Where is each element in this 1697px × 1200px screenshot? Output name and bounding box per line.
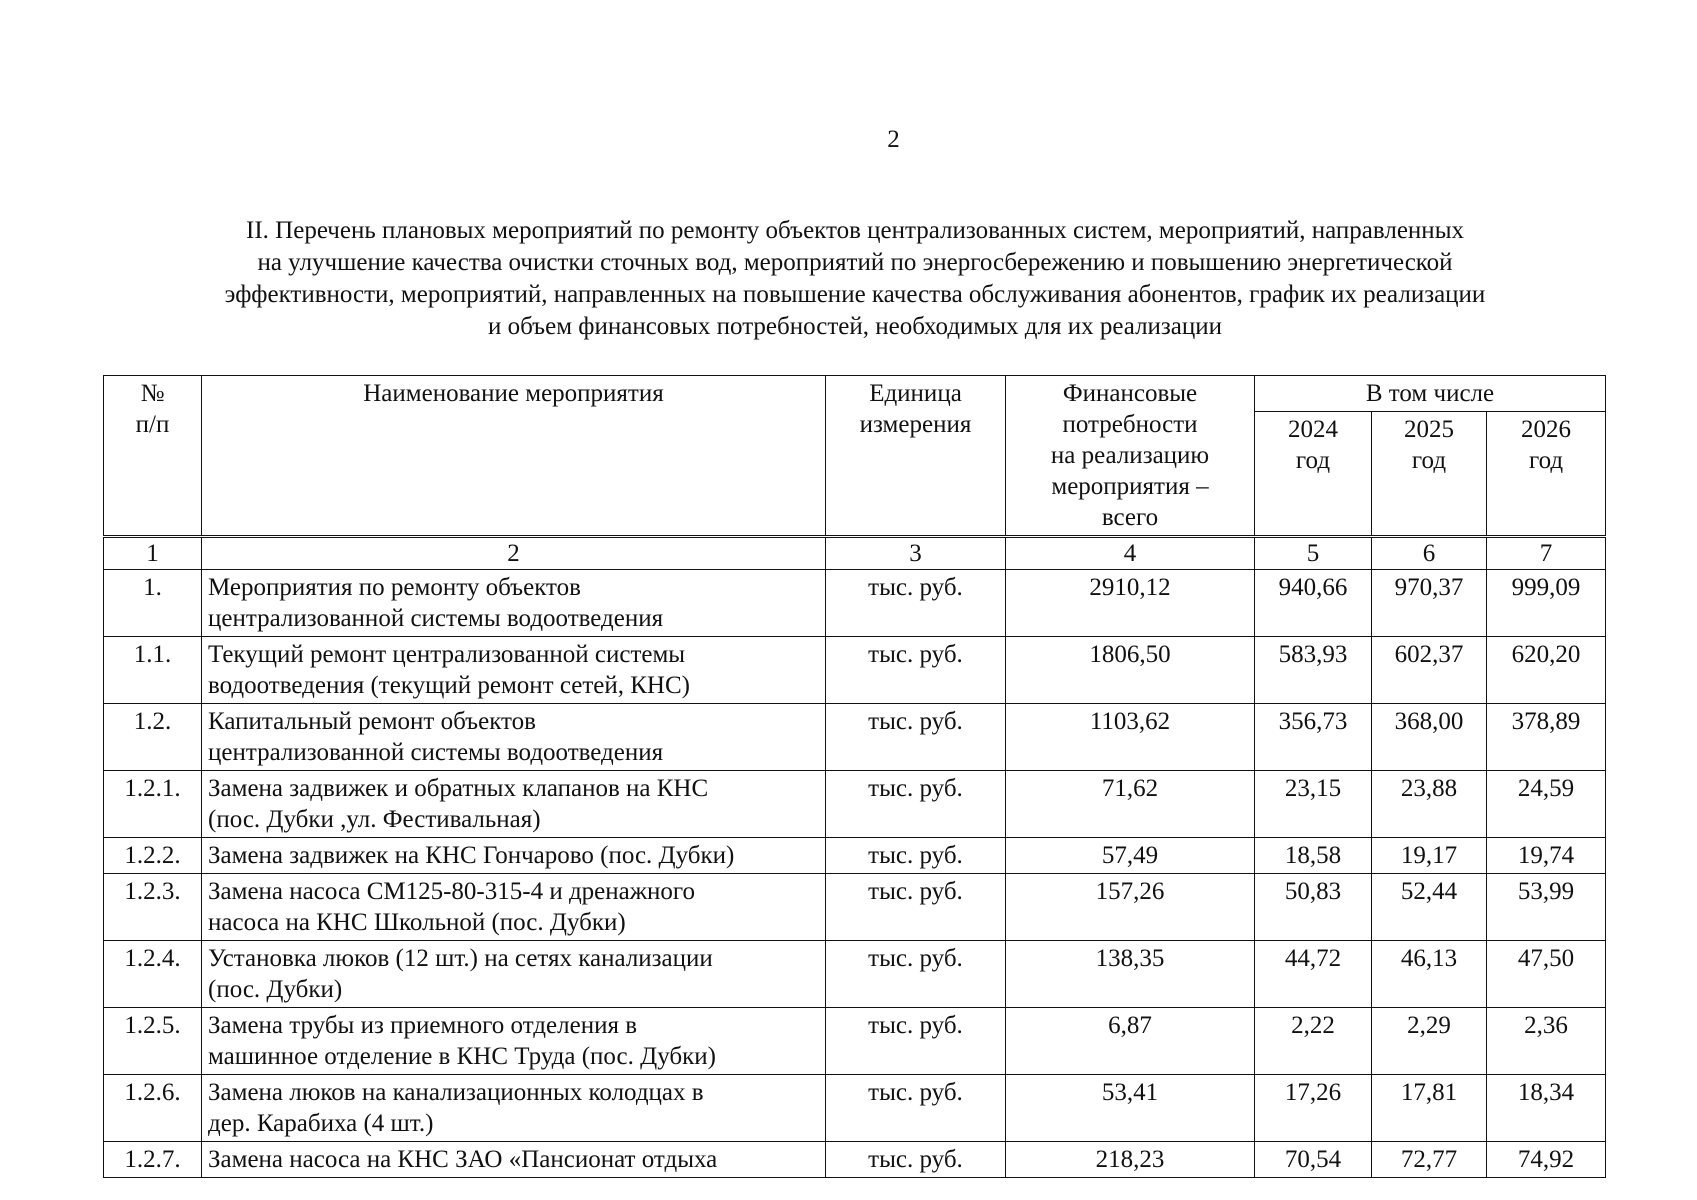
row-2026: 53,99 — [1487, 874, 1606, 941]
row-unit: тыс. руб. — [826, 1008, 1006, 1075]
row-total: 71,62 — [1006, 771, 1255, 838]
header-unit-line: Единица — [869, 380, 962, 407]
header-year-word: год — [1411, 447, 1447, 474]
row-number: 1.2.6. — [104, 1075, 202, 1142]
page-number: 2 — [887, 126, 900, 153]
header-number-line: п/п — [135, 411, 170, 438]
column-number-row — [104, 537, 1606, 570]
row-number: 1.2.7. — [104, 1142, 202, 1178]
row-name-line: дер. Карабиха (4 шт.) — [208, 1110, 434, 1137]
row-2024: 44,72 — [1255, 941, 1372, 1008]
row-unit: тыс. руб. — [826, 704, 1006, 771]
row-2024: 940,66 — [1255, 570, 1372, 637]
row-unit: тыс. руб. — [826, 570, 1006, 637]
row-total: 1103,62 — [1006, 704, 1255, 771]
row-unit: тыс. руб. — [826, 838, 1006, 874]
header-financial-line: всего — [1101, 504, 1159, 531]
header-name-text: Наименование мероприятия — [363, 380, 664, 407]
row-name-line: (пос. Дубки) — [208, 976, 343, 1003]
row-name-line: Текущий ремонт централизованной системы — [208, 641, 686, 668]
row-total: 57,49 — [1006, 838, 1255, 874]
table-row — [104, 1142, 1606, 1178]
row-name-line: Мероприятия по ремонту объектов — [208, 574, 581, 601]
header-number-cell — [104, 376, 202, 537]
row-number: 1. — [104, 570, 202, 637]
row-2026: 378,89 — [1487, 704, 1606, 771]
row-name-line: Замена насоса СМ125-80-315-4 и дренажного — [208, 878, 696, 905]
heading-line: и объем финансовых потребностей, необходимых для их реализации — [487, 313, 1223, 340]
row-2024: 23,15 — [1255, 771, 1372, 838]
header-year-2025-cell — [1372, 412, 1487, 537]
row-name — [202, 874, 826, 941]
row-name — [202, 771, 826, 838]
row-name-line: машинное отделение в КНС Труда (пос. Дубки) — [208, 1043, 716, 1070]
row-name — [202, 570, 826, 637]
row-name — [202, 1075, 826, 1142]
row-unit: тыс. руб. — [826, 941, 1006, 1008]
header-unit-line: измерения — [859, 411, 972, 438]
column-number-cell: 1 — [104, 537, 202, 570]
row-2026: 999,09 — [1487, 570, 1606, 637]
row-total: 218,23 — [1006, 1142, 1255, 1178]
table-row — [104, 941, 1606, 1008]
row-name — [202, 838, 826, 874]
header-financial-cell — [1006, 376, 1255, 537]
row-2025: 23,88 — [1372, 771, 1487, 838]
header-financial-line: Финансовые — [1062, 380, 1198, 407]
row-name-line: централизованной системы водоотведения — [208, 605, 664, 632]
row-name-line: Капитальный ремонт объектов — [208, 708, 536, 735]
row-total: 6,87 — [1006, 1008, 1255, 1075]
row-2025: 602,37 — [1372, 637, 1487, 704]
row-2025: 2,29 — [1372, 1008, 1487, 1075]
heading-line: эффективности, мероприятий, направленных на повышение качества обслуживания абонентов, график их реализации — [224, 281, 1486, 308]
header-financial-line: на реализацию — [1050, 442, 1210, 469]
heading-line: на улучшение качества очистки сточных вод, мероприятий по энергосбережению и повышению энергетической — [257, 249, 1453, 276]
row-name — [202, 704, 826, 771]
table-row — [104, 838, 1606, 874]
row-unit: тыс. руб. — [826, 874, 1006, 941]
row-name-line: Замена люков на канализационных колодцах в — [208, 1079, 704, 1106]
row-name-line: Замена трубы из приемного отделения в — [208, 1012, 638, 1039]
row-number: 1.2.2. — [104, 838, 202, 874]
row-2025: 970,37 — [1372, 570, 1487, 637]
row-name-line: централизованной системы водоотведения — [208, 739, 664, 766]
measures-table — [103, 375, 1606, 1178]
column-number-cell: 3 — [826, 537, 1006, 570]
row-number: 1.2.5. — [104, 1008, 202, 1075]
column-number-cell: 5 — [1255, 537, 1372, 570]
column-number-cell: 2 — [202, 537, 826, 570]
row-name-line: насоса на КНС Школьной (пос. Дубки) — [208, 909, 626, 936]
row-number: 1.1. — [104, 637, 202, 704]
row-unit: тыс. руб. — [826, 1075, 1006, 1142]
table-row — [104, 637, 1606, 704]
row-unit: тыс. руб. — [826, 637, 1006, 704]
row-2025: 17,81 — [1372, 1075, 1487, 1142]
table-row — [104, 771, 1606, 838]
row-total: 138,35 — [1006, 941, 1255, 1008]
table-row — [104, 1075, 1606, 1142]
header-number-line: № — [140, 380, 165, 407]
row-2024: 583,93 — [1255, 637, 1372, 704]
row-name-line: водоотведения (текущий ремонт сетей, КНС) — [208, 672, 690, 699]
heading-line: II. Перечень плановых мероприятий по ремонту объектов централизованных систем, мероприятий, направленных — [246, 217, 1464, 244]
row-name — [202, 941, 826, 1008]
table-header-row — [104, 376, 1606, 412]
row-2026: 2,36 — [1487, 1008, 1606, 1075]
row-total: 157,26 — [1006, 874, 1255, 941]
header-year-word: год — [1295, 447, 1331, 474]
row-number: 1.2.3. — [104, 874, 202, 941]
row-2026: 24,59 — [1487, 771, 1606, 838]
row-number: 1.2.4. — [104, 941, 202, 1008]
row-2025: 72,77 — [1372, 1142, 1487, 1178]
row-total: 2910,12 — [1006, 570, 1255, 637]
table-row — [104, 704, 1606, 771]
row-name — [202, 1142, 826, 1178]
row-name-line: Замена насоса на КНС ЗАО «Пансионат отдыха — [208, 1146, 718, 1173]
table-row — [104, 874, 1606, 941]
header-year-value: 2026 — [1521, 416, 1571, 443]
row-2026: 620,20 — [1487, 637, 1606, 704]
header-including-cell: В том числе — [1255, 376, 1606, 412]
row-total: 53,41 — [1006, 1075, 1255, 1142]
row-2025: 368,00 — [1372, 704, 1487, 771]
row-number: 1.2. — [104, 704, 202, 771]
row-total: 1806,50 — [1006, 637, 1255, 704]
header-unit-cell — [826, 376, 1006, 537]
header-financial-line: мероприятия – — [1051, 473, 1209, 500]
row-2026: 74,92 — [1487, 1142, 1606, 1178]
row-name-line: (пос. Дубки ,ул. Фестивальная) — [208, 806, 541, 833]
header-year-2026-cell — [1487, 412, 1606, 537]
row-name — [202, 637, 826, 704]
row-name-line: Замена задвижек на КНС Гончарово (пос. Дубки) — [208, 842, 735, 869]
header-name-cell — [202, 376, 826, 537]
row-number: 1.2.1. — [104, 771, 202, 838]
row-2024: 2,22 — [1255, 1008, 1372, 1075]
row-name-line: Замена задвижек и обратных клапанов на КНС — [208, 775, 709, 802]
row-2024: 17,26 — [1255, 1075, 1372, 1142]
row-name — [202, 1008, 826, 1075]
row-2025: 52,44 — [1372, 874, 1487, 941]
column-number-cell: 7 — [1487, 537, 1606, 570]
section-heading — [100, 215, 1610, 343]
row-2025: 46,13 — [1372, 941, 1487, 1008]
row-2026: 47,50 — [1487, 941, 1606, 1008]
row-unit: тыс. руб. — [826, 771, 1006, 838]
header-year-value: 2025 — [1404, 416, 1454, 443]
table-row — [104, 1008, 1606, 1075]
header-year-value: 2024 — [1288, 416, 1338, 443]
header-year-2024-cell — [1255, 412, 1372, 537]
row-2024: 18,58 — [1255, 838, 1372, 874]
column-number-cell: 4 — [1006, 537, 1255, 570]
row-unit: тыс. руб. — [826, 1142, 1006, 1178]
header-year-word: год — [1528, 447, 1564, 474]
column-number-cell: 6 — [1372, 537, 1487, 570]
row-2025: 19,17 — [1372, 838, 1487, 874]
header-financial-line: потребности — [1062, 411, 1198, 438]
row-2024: 356,73 — [1255, 704, 1372, 771]
row-2026: 18,34 — [1487, 1075, 1606, 1142]
table-row — [104, 570, 1606, 637]
row-2024: 70,54 — [1255, 1142, 1372, 1178]
row-2026: 19,74 — [1487, 838, 1606, 874]
row-2024: 50,83 — [1255, 874, 1372, 941]
row-name-line: Установка люков (12 шт.) на сетях канализации — [208, 945, 713, 972]
